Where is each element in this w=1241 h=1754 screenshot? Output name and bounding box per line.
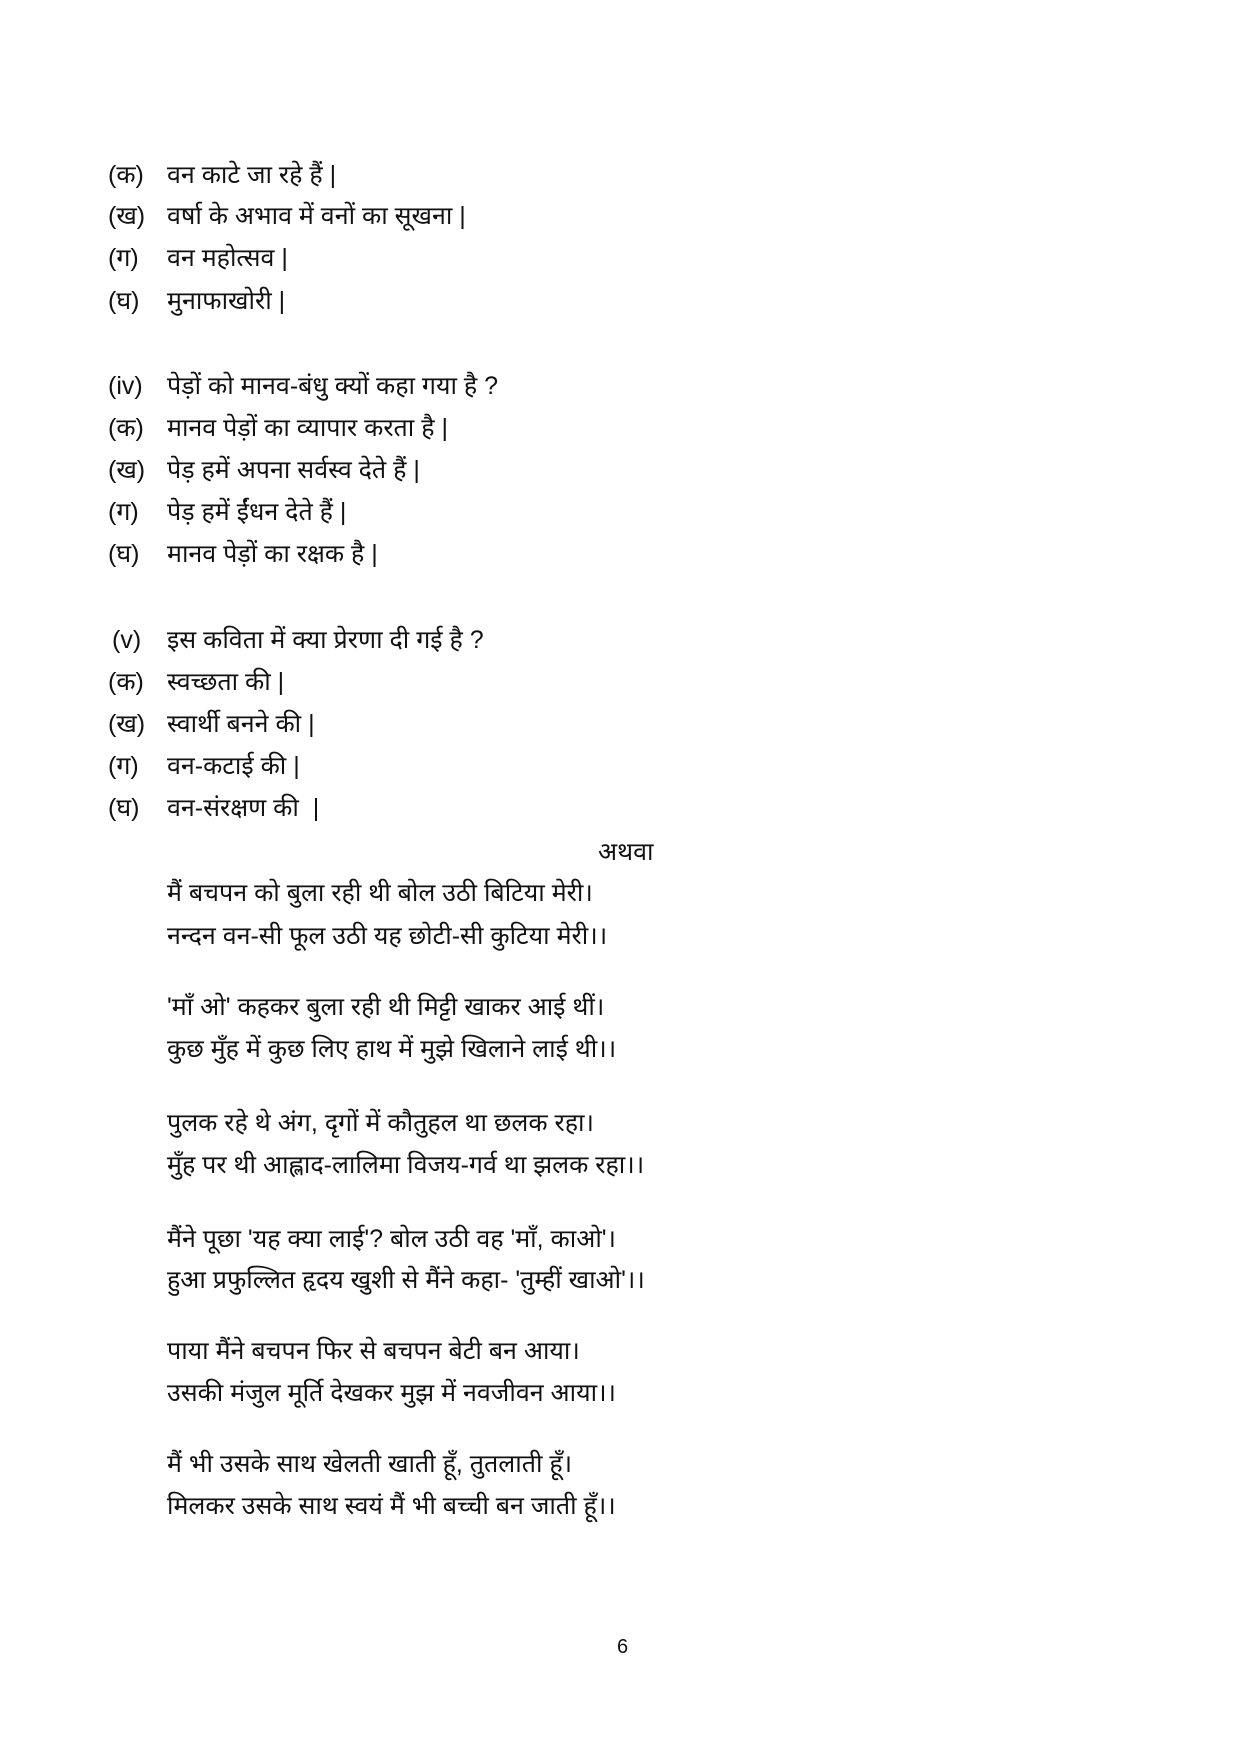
option-label: (क) <box>108 668 144 696</box>
poem-line: मैं भी उसके साथ खेलती खाती हूँ, तुतलाती हूँ। <box>167 1450 573 1478</box>
option-label: (क) <box>108 414 144 442</box>
option-text: पेड़ हमें अपना सर्वस्व देते हैं | <box>167 456 420 484</box>
option-text: पेड़ हमें ईंधन देते हैं | <box>167 498 347 526</box>
option-label: (ग) <box>108 498 139 526</box>
poem-line: हुआ प्रफुल्लित हृदय खुशी से मैंने कहा- 'तुम्हीं खाओ'।। <box>167 1266 645 1294</box>
option-label: (ग) <box>108 244 139 272</box>
poem-line: पाया मैंने बचपन फिर से बचपन बेटी बन आया। <box>167 1337 580 1365</box>
poem-line: मिलकर उसके साथ स्वयं मैं भी बच्ची बन जाती हूँ।। <box>167 1492 616 1520</box>
option-label: (क) <box>108 161 144 189</box>
poem-line: नन्दन वन-सी फूल उठी यह छोटी-सी कुटिया मेरी।। <box>167 922 608 950</box>
question-text: इस कविता में क्या प्रेरणा दी गई है ? <box>167 626 484 654</box>
poem-line: मुँह पर थी आह्लाद-लालिमा विजय-गर्व था झलक रहा।। <box>167 1151 645 1179</box>
option-text: वर्षा के अभाव में वनों का सूखना | <box>167 202 466 230</box>
option-text: स्वच्छता की | <box>167 668 285 696</box>
option-text: वन-कटाई की | <box>167 752 300 780</box>
poem-line: मैंने पूछा 'यह क्या लाई'? बोल उठी वह 'माँ, काओ'। <box>167 1225 617 1253</box>
option-label: (घ) <box>108 287 140 315</box>
option-text: वन महोत्सव | <box>167 244 288 272</box>
option-text: मानव पेड़ों का रक्षक है | <box>167 540 378 568</box>
question-number: (iv) <box>108 372 143 400</box>
option-label: (ख) <box>108 202 146 230</box>
poem-line: कुछ मुँह में कुछ लिए हाथ में मुझे खिलाने लाई थी।। <box>167 1035 617 1063</box>
option-text: वन-संरक्षण की | <box>167 794 320 822</box>
poem-line: पुलक रहे थे अंग, दृगों में कौतुहल था छलक रहा। <box>167 1109 594 1137</box>
option-label: (घ) <box>108 794 140 822</box>
question-text: पेड़ों को मानव-बंधु क्यों कहा गया है ? <box>167 372 499 400</box>
poem-line: 'माँ ओ' कहकर बुला रही थी मिट्टी खाकर आई थीं। <box>167 993 605 1021</box>
option-label: (ग) <box>108 752 139 780</box>
option-text: वन काटे जा रहे हैं | <box>167 161 337 189</box>
option-label: (ख) <box>108 456 146 484</box>
option-text: स्वार्थी बनने की | <box>167 710 315 738</box>
question-number: (v) <box>112 626 142 654</box>
option-text: मुनाफाखोरी | <box>167 287 286 315</box>
option-text: मानव पेड़ों का व्यापार करता है | <box>167 414 448 442</box>
option-label: (ख) <box>108 710 146 738</box>
or-heading: अथवा <box>598 838 654 866</box>
poem-line: मैं बचपन को बुला रही थी बोल उठी बिटिया मेरी। <box>167 879 593 907</box>
option-label: (घ) <box>108 540 140 568</box>
poem-line: उसकी मंजुल मूर्ति देखकर मुझ में नवजीवन आया।। <box>167 1379 617 1407</box>
page-number: 6 <box>617 1636 629 1658</box>
